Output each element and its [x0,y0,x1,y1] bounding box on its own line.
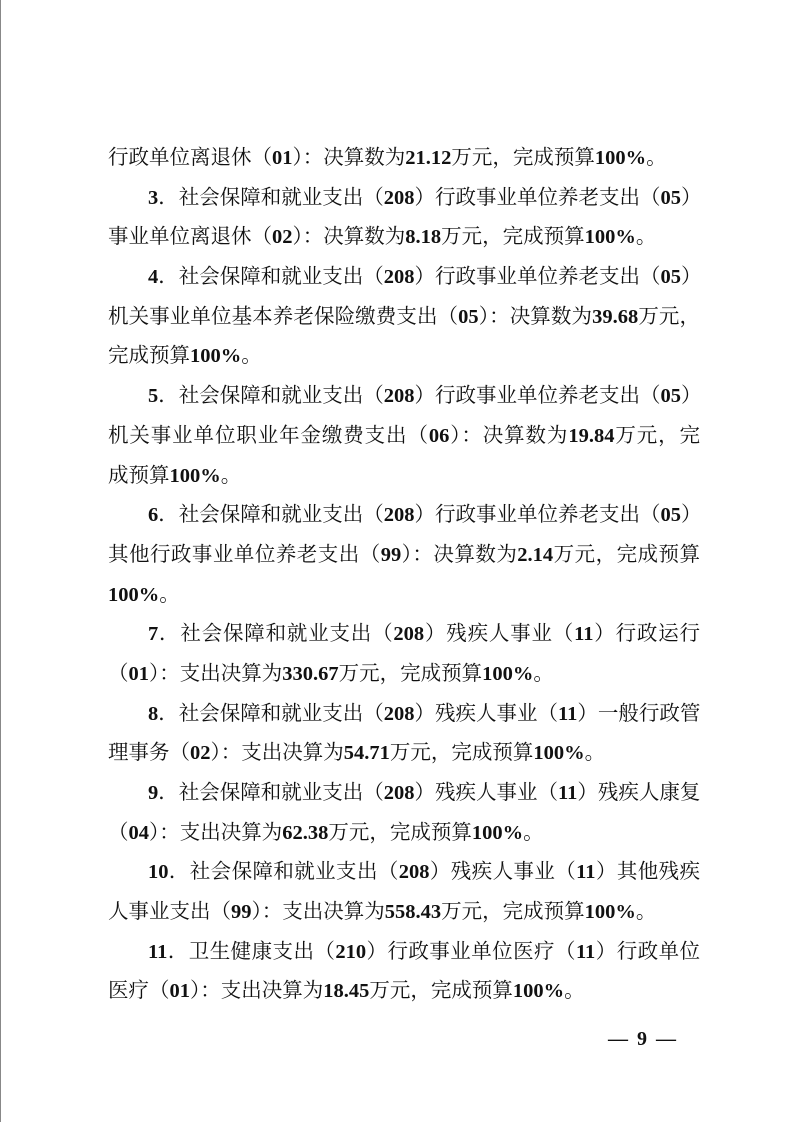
paragraph-line: 成预算100%。 [108,462,242,487]
paragraph-line: 事业单位离退休（02）：决算数为8.18万元，完成预算100%。 [108,224,657,249]
paragraph-line: 其他行政事业单位养老支出（99）：决算数为2.14万元，完成预算 [108,541,701,566]
paragraph-line: 6．社会保障和就业支出（208）行政事业单位养老支出（05） [148,502,702,527]
page-number: — 9 — [608,1028,678,1050]
paragraph-line: 9．社会保障和就业支出（208）残疾人事业（11）残疾人康复 [148,780,701,804]
paragraph-line: 人事业支出（99）：支出决算为558.43万元，完成预算100%。 [108,899,657,924]
paragraph-line: 8．社会保障和就业支出（208）残疾人事业（11）一般行政管 [148,700,701,725]
paragraph-line: 3．社会保障和就业支出（208）行政事业单位养老支出（05） [148,184,702,209]
document-body [108,138,700,1011]
paragraph-line: 4．社会保障和就业支出（208）行政事业单位养老支出（05） [148,264,702,289]
paragraph-line: 医疗（01）：支出决算为18.45万元，完成预算100%。 [108,978,585,1003]
paragraph-line: （04）：支出决算为62.38万元，完成预算100%。 [108,819,544,844]
paragraph-line: 5．社会保障和就业支出（208）行政事业单位养老支出（05） [148,383,702,408]
paragraph-line: 7．社会保障和就业支出（208）残疾人事业（11）行政运行 [148,621,701,646]
paragraph-line: （01）：支出决算为330.67万元，完成预算100%。 [108,660,554,685]
paragraph-line: 理事务（02）：支出决算为54.71万元，完成预算100%。 [108,740,606,765]
page-left-border [0,0,1,1122]
paragraph-line: 机关事业单位基本养老保险缴费支出（05）：决算数为39.68万元， [108,303,701,328]
paragraph-line: 100%。 [108,581,180,606]
paragraph-line: 行政单位离退休（01）：决算数为21.12万元，完成预算100%。 [108,145,667,169]
paragraph-line: 机关事业单位职业年金缴费支出（06）：决算数为19.84万元，完 [108,422,701,447]
paragraph-line: 11．卫生健康支出（210）行政事业单位医疗（11）行政单位 [148,938,701,963]
paragraph-line: 10．社会保障和就业支出（208）残疾人事业（11）其他残疾 [148,859,701,884]
paragraph-line: 完成预算100%。 [108,343,262,368]
